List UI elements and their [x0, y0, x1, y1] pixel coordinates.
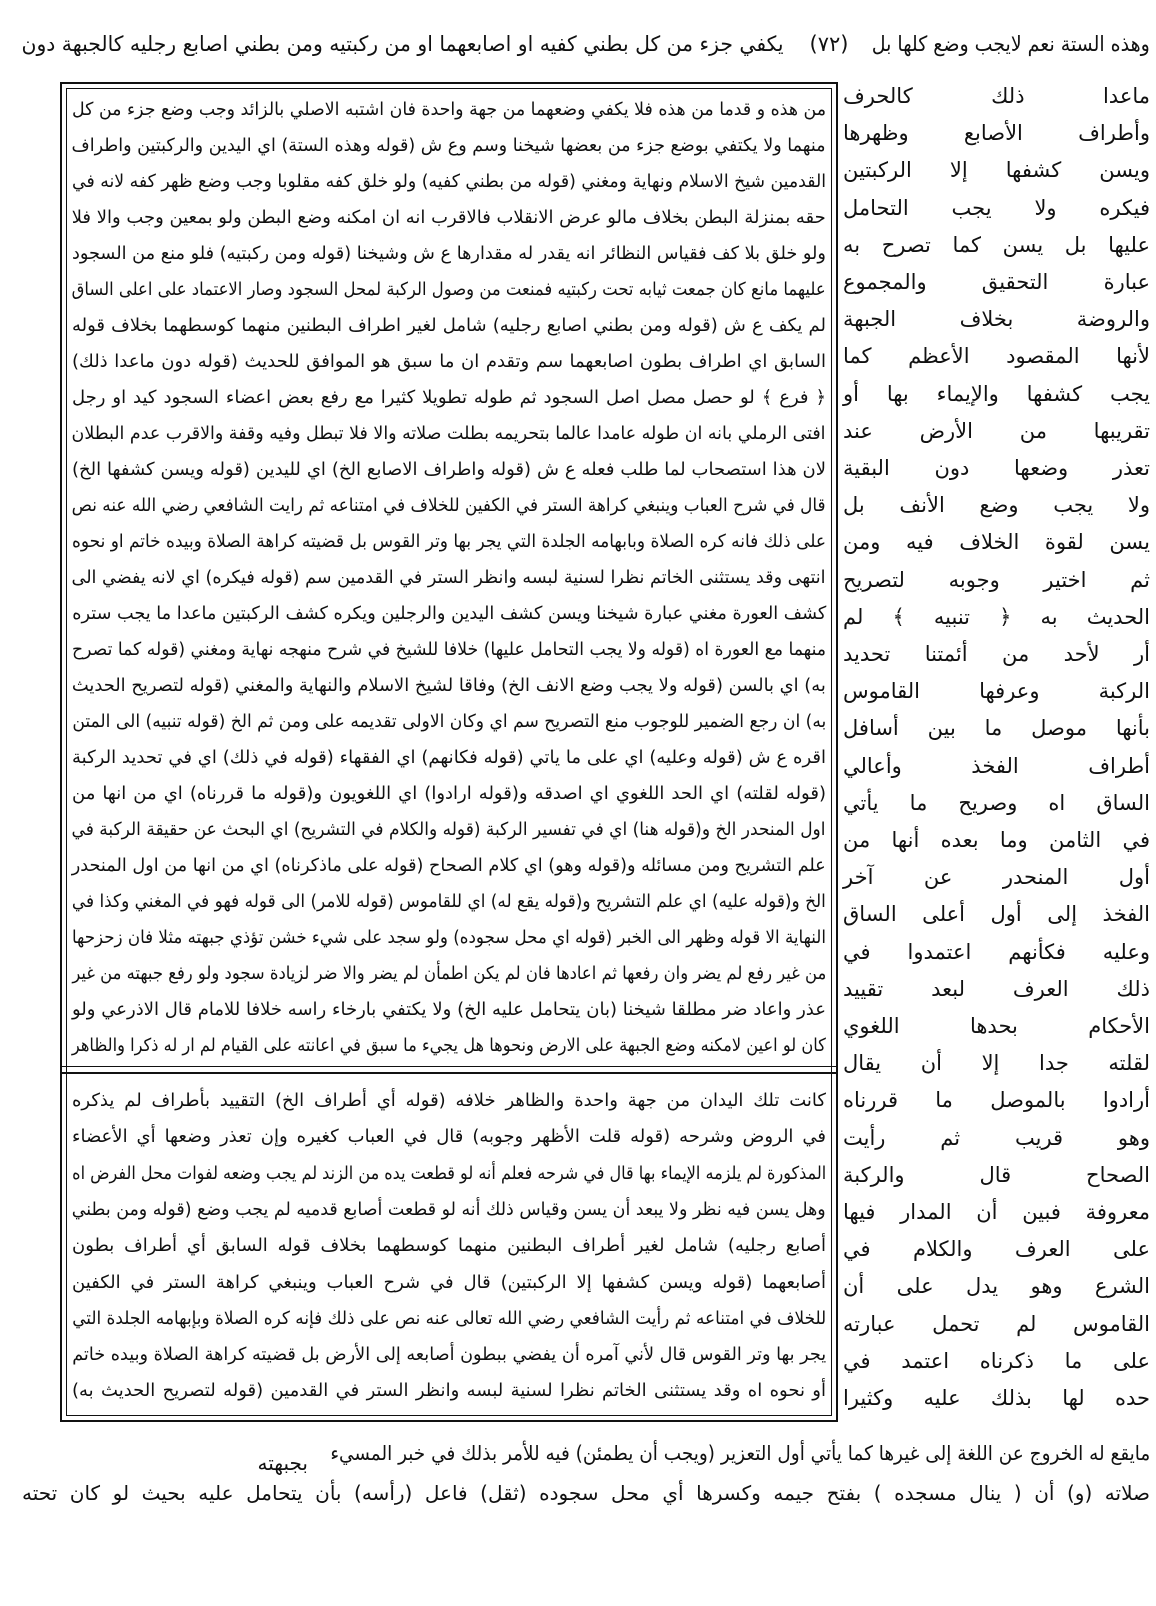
main-text-line-text: على ما ذكرناه اعتمد في	[843, 1348, 1150, 1373]
commentary-upper-line	[72, 741, 826, 775]
commentary-upper-line-text: علم التشريح ومن مسائله و(قوله وهو) اي كلام الصحاح (قوله على ماذكرناه) اي من انها من اول المنحدر	[72, 855, 826, 876]
main-text-line-text: ذلك العرف لبعد تقييد	[843, 976, 1150, 1001]
commentary-upper-line-text: (قوله لقلته) اي الحد اللغوي اي اصدقه و(قوله ارادوا) اي اللغويون و(قوله ما قررناه) اي من انها من	[72, 783, 826, 804]
commentary-lower-line	[72, 1193, 826, 1227]
main-text-line	[843, 748, 1150, 784]
page-number-text: (٧٢)	[809, 32, 849, 56]
commentary-upper-line	[72, 237, 826, 271]
commentary-lower-line-text: وهل يسن فيه نظر ولا يبعد أن يسن وقياس ذلك أنه لو قطعت أصابع قدميه لم يجب وضع (قوله ومن بطني	[72, 1198, 826, 1220]
main-text-line-text: أول المنحدر عن آخر	[843, 865, 1150, 890]
main-text-line-text: أرادوا بالموصل ما قررناه	[843, 1088, 1150, 1113]
commentary-upper-line-text: افتى الرملي بانه ان طوله عامدا عالما بتحريمه بطلت صلاته والا فلا تبطل وفيه وقفة والاقرب عدم البطلان	[72, 423, 826, 444]
commentary-upper-line	[72, 417, 826, 451]
main-text-line	[843, 524, 1150, 560]
main-text-line-text: الأحكام بحدها اللغوي	[843, 1014, 1150, 1038]
main-text-line	[843, 1045, 1150, 1081]
main-text-line	[843, 934, 1150, 970]
commentary-upper-line	[72, 345, 826, 379]
main-text-line-text: وهو قريب ثم رأيت	[843, 1125, 1150, 1150]
main-text-line	[843, 152, 1150, 188]
main-text-line	[843, 859, 1150, 895]
commentary-upper-line-text: الخ و(قوله عليه) اي علم التشريح و(قوله يقع له) اي للقاموس (قوله للامر) الى قوله فهو في المغني وكذا في	[72, 891, 826, 912]
main-text-line	[843, 1231, 1150, 1267]
commentary-lower-line-text: للخلاف في امتناعه ثم رأيت الشافعي رضي الله تعالى عنه نص على ذلك فإنه كره الصلاة وبإبهامه الجلدة التي	[72, 1307, 826, 1329]
commentary-lower-line	[72, 1338, 826, 1372]
commentary-upper-line	[72, 129, 826, 163]
main-text-line	[843, 1082, 1150, 1118]
main-text-line	[843, 636, 1150, 672]
commentary-upper-line	[72, 633, 826, 667]
main-text-line-text: الفخذ إلى أول أعلى الساق	[843, 902, 1150, 927]
commentary-upper-line-text: على ذلك فانه كره الصلاة وبابهامه الجلدة التي يجر بها وتر القوس بل قضيته كراهة الصلاة وبيده خاتم او نحوه	[72, 531, 826, 552]
main-text-line-text: بأنها موصل ما بين أسافل	[843, 716, 1150, 741]
main-text-line-text: لأنها المقصود الأعظم كما	[843, 344, 1150, 369]
main-text-line-text: تقريبها من الأرض عند	[843, 418, 1150, 443]
commentary-upper-line	[72, 489, 826, 523]
main-text-line	[843, 1380, 1150, 1416]
commentary-lower-line	[72, 1266, 826, 1300]
commentary-lower-line	[72, 1229, 826, 1263]
main-text-line	[843, 673, 1150, 709]
main-text-line	[843, 785, 1150, 821]
header-left-text-content: يكفي جزء من كل بطني كفيه او اصابعهما او من ركبتيه ومن بطني اصابع رجليه كالجبهة دون	[22, 32, 784, 56]
commentary-upper-line-text: كشف العورة مغني عبارة شيخنا ويسن كشف اليدين والرجلين ويكره كشف الركبتين ماعدا ما يجب ستره	[72, 603, 826, 624]
main-text-line	[843, 1120, 1150, 1156]
commentary-divider	[60, 1066, 838, 1074]
commentary-upper-line	[72, 777, 826, 811]
main-text-line	[843, 1306, 1150, 1342]
main-text-line-text: الشرع وهو يدل على أن	[843, 1274, 1150, 1299]
commentary-upper-line-text: عليهما مانع كان جمعت ثيابه تحت ركبتيه فمنعت من وصول الركبة لمحل السجود وصار الاعتماد على اعلى الساق	[72, 279, 826, 300]
commentary-upper-line	[72, 525, 826, 559]
commentary-upper-line-text: عذر واعاد ضر مطلقا شيخنا (بان يتحامل عليه الخ) ولا يكتفي بارخاء راسه خلافا للامام قال الاذرعي ولو	[72, 999, 826, 1020]
main-text-line-text: ويسن كشفها إلا الركبتين	[843, 158, 1150, 183]
commentary-lower-line	[72, 1374, 826, 1408]
commentary-lower-line	[72, 1120, 826, 1154]
main-text-line-text: لقلته جدا إلا أن يقال	[843, 1051, 1150, 1076]
commentary-upper-line-text: قال في شرح العباب وينبغي كراهة الستر في الكفين للخلاف في امتناعه ثم رايت الشافعي رضي الله عنه نص	[72, 495, 826, 516]
main-text-line-text: عليها بل يسن كما تصرح به	[843, 232, 1150, 257]
main-text-line	[843, 78, 1150, 114]
commentary-upper-line	[72, 453, 826, 487]
main-text-line	[843, 301, 1150, 337]
main-text-line	[843, 115, 1150, 151]
footer-line-2	[22, 1476, 1150, 1510]
commentary-upper-line-text: منهما ولا يكتفي بوضع جزء من بعضها شيخنا وسم وع ش (قوله وهذه الستة) اي اليدين والركبتين واطراف	[72, 135, 826, 156]
footer-line-2-text: صلاته (و) أن ( ينال مسجده ) بفتح جيمه وكسرها أي محل سجوده (ثقل) فاعل (رأسه) بأن يتحامل عليه بحيث لو كان تحته	[22, 1481, 1150, 1505]
commentary-lower-line-text: أصابعهما (قوله ويسن كشفها إلا الركبتين) قال في شرح العباب وينبغي كراهة الستر في الكفين	[72, 1271, 826, 1293]
commentary-upper-line	[72, 309, 826, 343]
commentary-lower-line-text: المذكورة لم يلزمه الإيماء بها قال في شرحه فعلم أنه لو قطعت يده من الزند لم يجب وضعه لفوات محل الفرض اه	[72, 1162, 826, 1184]
commentary-upper-line	[72, 1029, 826, 1063]
main-text-line	[843, 376, 1150, 412]
commentary-upper-line-text: من هذه و قدما من هذه فلا يكفي وضعهما من جهة واحدة فان اشتبه الاصلي بالزائد وجب وضع جزء من كل	[72, 99, 826, 120]
catchword-text: بجبهته	[257, 1451, 308, 1475]
commentary-upper-line-text: السابق اي اطراف بطون اصابعهما سم وتقدم ان ما سبق هو الموافق للحديث (قوله دون ماعدا ذلك)	[72, 351, 826, 372]
main-text-line	[843, 971, 1150, 1007]
commentary-upper-line	[72, 165, 826, 199]
main-text-line-text: وأطراف الأصابع وظهرها	[843, 121, 1150, 146]
main-text-line	[843, 1008, 1150, 1044]
footer-line-1-text: مايقع له الخروج عن اللغة إلى غيرها كما يأتي أول التعزير (ويجب أن يطمئن) فيه للأمر بذلك في خبر المسيء	[330, 1441, 1150, 1465]
main-text-line-text: فيكره ولا يجب التحامل	[843, 195, 1150, 220]
main-text-line	[843, 1157, 1150, 1193]
commentary-upper-line-text: اول المنحدر الخ و(قوله هنا) اي في تفسير الركبة (قوله والكلام في التشريح) اي البحث عن حقيقة الركبة في	[72, 819, 826, 840]
main-text-line-text: الصحاح قال والركبة	[843, 1162, 1150, 1187]
main-text-line	[843, 190, 1150, 226]
main-text-line	[843, 599, 1150, 635]
commentary-upper-line	[72, 381, 826, 415]
main-text-line-text: حده لها بذلك عليه وكثيرا	[843, 1386, 1150, 1410]
commentary-upper-line-text: ﴿ فرع ﴾ لو حصل مصل اصل السجود ثم طوله تطويلا كثيرا مع رفع بعض اعضاء السجود كيد او رجل	[72, 387, 826, 408]
main-text-line-text: عبارة التحقيق والمجموع	[843, 270, 1150, 294]
commentary-upper-line-text: به) اي بالسن (قوله ولا يجب وضع الانف الخ) وفاقا لشيخ الاسلام والنهاية والمغني (قوله لتصريح الحديث	[72, 675, 826, 696]
main-text-line	[843, 562, 1150, 598]
main-text-line-text: يسن لقوة الخلاف فيه ومن	[843, 530, 1150, 555]
main-text-line-text: الركبة وعرفها القاموس	[843, 679, 1150, 704]
main-text-line	[843, 896, 1150, 932]
footer-line-1	[330, 1436, 1150, 1470]
commentary-upper-line	[72, 885, 826, 919]
commentary-upper-line-text: ولو خلق بلا كف فقياس النظائر انه يقدر له مقدارها ع ش وشيخنا (قوله ومن ركبتيه) فلو منع من السجود	[72, 243, 826, 264]
commentary-upper-line	[72, 921, 826, 955]
commentary-lower-line-text: أو نحوه اه وقد يستثنى الخاتم نظرا لسنية لبسه وانظر الستر في القدمين (قوله لتصريح الحديث به)	[72, 1380, 826, 1402]
commentary-upper-line-text: لم يكف ع ش (قوله ومن بطني اصابع رجليه) شامل لغير اطراف البطنين منهما كوسطهما بخلاف قوله	[72, 315, 826, 336]
commentary-lower-line	[72, 1157, 826, 1191]
commentary-lower-line-text: كانت تلك اليدان من جهة واحدة والظاهر خلافه (قوله أي أطراف الخ) التقييد بأطراف لم يذكره	[72, 1090, 826, 1111]
main-text-line-text: ثم اختير وجوبه لتصريح	[843, 567, 1150, 592]
commentary-upper-line	[72, 273, 826, 307]
commentary-upper-line	[72, 957, 826, 991]
commentary-lower-line	[72, 1302, 826, 1336]
main-text-line-text: على العرف والكلام في	[843, 1237, 1150, 1262]
main-text-line	[843, 1343, 1150, 1379]
commentary-upper-line	[72, 201, 826, 235]
commentary-upper-line-text: القدمين شيخ الاسلام ونهاية ومغني (قوله من بطني كفيه) ولو خلق كفه مقلوبا وجب وضع ظهر كفه لانه في	[72, 171, 826, 192]
commentary-upper-line-text: لان هذا استصحاب لما طلب فعله ع ش (قوله واطراف الاصابع الخ) اي لليدين (قوله ويسن كشفها الخ)	[72, 459, 826, 480]
main-text-line-text: وعليه فكأنهم اعتمدوا في	[843, 939, 1150, 964]
main-text-line	[843, 450, 1150, 486]
main-text-line-text: والروضة بخلاف الجبهة	[843, 307, 1150, 332]
commentary-upper-line-text: من غير رفع لم يضر وان رفعها ثم اعادها فان لم يكن اطمأن لم يضر والا ضر لزيادة سجود ولو رفع جبهته من غير	[72, 963, 826, 984]
main-text-line-text: القاموس لم تحمل عبارته	[843, 1311, 1150, 1336]
commentary-upper-line-text: كان لو اعين لامكنه وضع الجبهة على الارض ونحوها هل يجيء ما سبق في اعانته على القيام لم ار له ذكرا والظاهر	[72, 1035, 826, 1056]
main-text-line	[843, 1268, 1150, 1304]
header-left-text	[22, 24, 784, 64]
main-text-line	[843, 413, 1150, 449]
commentary-upper-line-text: انتهى وقد يستثنى الخاتم نظرا لسنية لبسه وانظر الستر في القدمين سم (قوله فيكره) اي لانه يفضي الى	[72, 567, 826, 588]
commentary-lower-line	[72, 1084, 826, 1118]
commentary-upper-line	[72, 561, 826, 595]
main-text-line-text: يجب كشفها والإيماء بها أو	[843, 381, 1150, 406]
commentary-upper-line-text: اقره ع ش (قوله وعليه) اي على ما ياتي (قوله فكانهم) اي الفقهاء (قوله في ذلك) اي في تحديد الركبة	[72, 747, 826, 768]
commentary-lower-line-text: أصابع رجليه) شامل لغير أطراف البطنين منهما كوسطهما بخلاف قوله السابق أي أطراف بطون	[72, 1235, 826, 1257]
main-text-line	[843, 227, 1150, 263]
header-right-text-content: وهذه الستة نعم لايجب وضع كلها بل	[872, 32, 1150, 56]
main-text-line-text: أر لأحد من أئمتنا تحديد	[843, 642, 1150, 666]
main-text-line-text: ولا يجب وضع الأنف بل	[843, 493, 1150, 518]
commentary-upper-line	[72, 93, 826, 127]
main-text-line	[843, 1194, 1150, 1230]
main-text-line	[843, 822, 1150, 858]
page-number	[790, 24, 868, 64]
main-text-line-text: في الثامن وما بعده أنها من	[843, 828, 1150, 852]
commentary-upper-line-text: حقه بمنزلة البطن بخلاف مالو عرض الانقلاب فالاقرب انه ان امكنه وضع البطن ولو بمعين وجب والا فلا	[72, 207, 826, 228]
main-text-line-text: تعذر وضعها دون البقية	[843, 456, 1150, 480]
main-text-line	[843, 710, 1150, 746]
commentary-upper-line-text: به) ان رجع الضمير للوجوب منع التصريح سم اي وكان الاولى تقديمه على ومن ثم الخ (قوله تنبيه) الى المتن	[72, 711, 826, 732]
main-text-line-text: معروفة فبين أن المدار فيها	[843, 1200, 1150, 1224]
catchword	[236, 1446, 308, 1480]
commentary-upper-line	[72, 705, 826, 739]
commentary-upper-line	[72, 597, 826, 631]
commentary-upper-line	[72, 849, 826, 883]
main-text-line-text: ماعدا ذلك كالحرف	[843, 84, 1150, 108]
main-text-line	[843, 264, 1150, 300]
commentary-lower-line-text: في الروض وشرحه (قوله قلت الأظهر وجوبه) قال في العباب كغيره وإن تعذر وضعها أي الأعضاء	[72, 1126, 826, 1148]
main-text-line-text: الساق اه وصريح ما يأتي	[843, 790, 1150, 815]
main-text-line-text: أطراف الفخذ وأعالي	[843, 753, 1150, 778]
main-text-line-text: الحديث به ﴿ تنبيه ﴾ لم	[843, 604, 1150, 629]
commentary-upper-line	[72, 993, 826, 1027]
commentary-upper-line-text: النهاية الا قوله وظهر الى الخبر (قوله اي محل سجوده) ولو سجد على شيء خشن تؤذي جبهته مثلا فان زحزحها	[72, 927, 826, 948]
main-text-line	[843, 487, 1150, 523]
commentary-lower-line-text: يجر بها وتر القوس قال لأني آمره أن يفضي ببطون أصابعه إلى الأرض بل قضيته كراهة الصلاة وبيده خاتم	[72, 1344, 826, 1366]
commentary-upper-line	[72, 669, 826, 703]
commentary-upper-line-text: منهما مع العورة اه (قوله ولا يجب التحامل عليها) خلافا للشيخ في شرح منهجه نهاية ومغني (قوله كما تصرح	[72, 639, 826, 660]
main-text-line	[843, 338, 1150, 374]
header-right-text	[872, 24, 1150, 64]
commentary-upper-line	[72, 813, 826, 847]
